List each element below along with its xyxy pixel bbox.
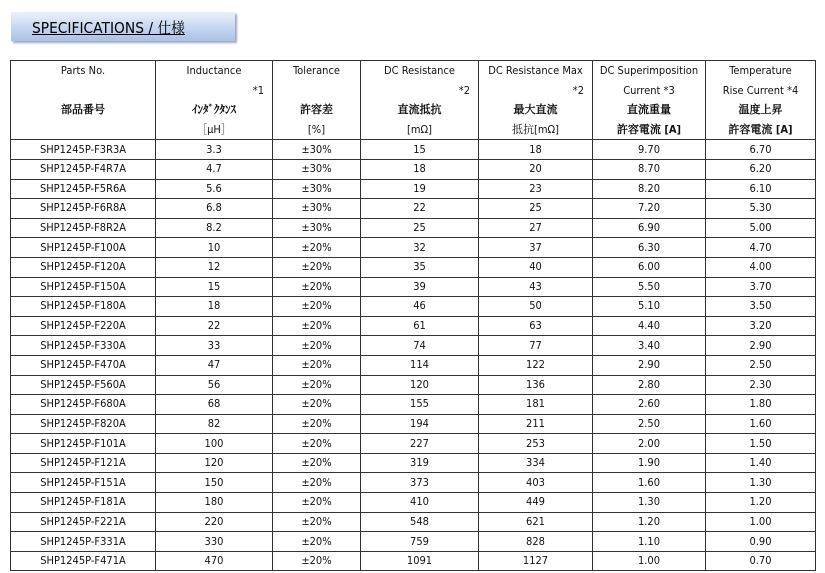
dc-resistance-max-cell: 253 [479,434,593,454]
table-row [11,375,816,395]
header-row-1 [11,61,816,81]
temperature-rise-current-cell: 3.20 [706,316,816,336]
part-number-cell: SHP1245P-F120A [11,257,156,277]
dc-resistance-max-cell: 43 [479,277,593,297]
superimposition-current-cell: 2.50 [593,414,706,434]
table-row [11,159,816,179]
tolerance-cell: ±20% [273,551,361,571]
header-cell-jp: 直流抵抗 [361,100,479,120]
table-row [11,257,816,277]
tolerance-cell: ±30% [273,179,361,199]
table-row [11,551,816,571]
header-cell-jp: 部品番号 [11,100,156,120]
header-row-2 [11,81,816,101]
superimposition-current-cell: 6.30 [593,238,706,258]
dc-resistance-max-cell: 211 [479,414,593,434]
header-cell: Temperature [706,61,816,81]
table-row [11,453,816,473]
dc-resistance-max-cell: 50 [479,297,593,317]
temperature-rise-current-cell: 1.00 [706,512,816,532]
table-row [11,434,816,454]
dc-resistance-cell: 25 [361,218,479,238]
tolerance-cell: ±20% [273,414,361,434]
header-cell-unit: ［μH］ [156,120,273,140]
temperature-rise-current-cell: 0.90 [706,532,816,552]
dc-resistance-cell: 22 [361,199,479,219]
header-row-3 [11,100,816,120]
temperature-rise-current-cell: 3.50 [706,297,816,317]
header-cell-unit: 抵抗[mΩ] [479,120,593,140]
superimposition-current-cell: 1.20 [593,512,706,532]
part-number-cell: SHP1245P-F470A [11,355,156,375]
superimposition-current-cell: 4.40 [593,316,706,336]
superimposition-current-cell: 1.30 [593,493,706,513]
tolerance-cell: ±20% [273,395,361,415]
superimposition-current-cell: 2.00 [593,434,706,454]
part-number-cell: SHP1245P-F331A [11,532,156,552]
part-number-cell: SHP1245P-F5R6A [11,179,156,199]
part-number-cell: SHP1245P-F820A [11,414,156,434]
inductance-cell: 12 [156,257,273,277]
inductance-cell: 56 [156,375,273,395]
dc-resistance-cell: 410 [361,493,479,513]
superimposition-current-cell: 1.60 [593,473,706,493]
tolerance-cell: ±20% [273,355,361,375]
inductance-cell: 10 [156,238,273,258]
dc-resistance-max-cell: 122 [479,355,593,375]
superimposition-current-cell: 2.80 [593,375,706,395]
temperature-rise-current-cell: 1.40 [706,453,816,473]
section-title-box [11,12,235,41]
inductance-cell: 22 [156,316,273,336]
tolerance-cell: ±30% [273,218,361,238]
part-number-cell: SHP1245P-F101A [11,434,156,454]
table-row [11,512,816,532]
inductance-cell: 8.2 [156,218,273,238]
header-note-cell: *1 [156,81,273,101]
header-cell-jp: 温度上昇 [706,100,816,120]
table-row [11,355,816,375]
dc-resistance-cell: 15 [361,140,479,160]
tolerance-cell: ±20% [273,316,361,336]
dc-resistance-max-cell: 136 [479,375,593,395]
temperature-rise-current-cell: 4.70 [706,238,816,258]
tolerance-cell: ±30% [273,140,361,160]
superimposition-current-cell: 7.20 [593,199,706,219]
dc-resistance-max-cell: 403 [479,473,593,493]
dc-resistance-cell: 548 [361,512,479,532]
header-cell: Current *3 [593,81,706,101]
inductance-cell: 18 [156,297,273,317]
header-cell: Parts No. [11,61,156,81]
header-cell: Tolerance [273,61,361,81]
temperature-rise-current-cell: 2.90 [706,336,816,356]
header-cell-jp: 許容差 [273,100,361,120]
superimposition-current-cell: 1.10 [593,532,706,552]
inductance-cell: 68 [156,395,273,415]
table-row [11,297,816,317]
dc-resistance-cell: 74 [361,336,479,356]
temperature-rise-current-cell: 2.50 [706,355,816,375]
temperature-rise-current-cell: 5.00 [706,218,816,238]
dc-resistance-max-cell: 37 [479,238,593,258]
temperature-rise-current-cell: 6.70 [706,140,816,160]
part-number-cell: SHP1245P-F151A [11,473,156,493]
dc-resistance-max-cell: 20 [479,159,593,179]
table-row [11,140,816,160]
inductance-cell: 4.7 [156,159,273,179]
part-number-cell: SHP1245P-F181A [11,493,156,513]
superimposition-current-cell: 1.90 [593,453,706,473]
table-row [11,277,816,297]
part-number-cell: SHP1245P-F180A [11,297,156,317]
dc-resistance-cell: 46 [361,297,479,317]
page-title: SPECIFICATIONS / 仕様 [32,19,185,37]
inductance-cell: 220 [156,512,273,532]
header-cell: DC Superimposition [593,61,706,81]
header-cell [11,81,156,101]
inductance-cell: 150 [156,473,273,493]
superimposition-current-cell: 1.00 [593,551,706,571]
dc-resistance-cell: 319 [361,453,479,473]
table-row [11,336,816,356]
temperature-rise-current-cell: 2.30 [706,375,816,395]
header-cell-unit: [%] [273,120,361,140]
header-cell: DC Resistance [361,61,479,81]
superimposition-current-cell: 2.60 [593,395,706,415]
header-cell-jp: 最大直流 [479,100,593,120]
tolerance-cell: ±20% [273,297,361,317]
header-cell-jp: 直流重量 [593,100,706,120]
temperature-rise-current-cell: 6.10 [706,179,816,199]
superimposition-current-cell: 5.50 [593,277,706,297]
tolerance-cell: ±30% [273,199,361,219]
dc-resistance-cell: 227 [361,434,479,454]
dc-resistance-cell: 120 [361,375,479,395]
dc-resistance-max-cell: 77 [479,336,593,356]
tolerance-cell: ±20% [273,453,361,473]
table-row [11,238,816,258]
inductance-cell: 100 [156,434,273,454]
dc-resistance-max-cell: 449 [479,493,593,513]
inductance-cell: 3.3 [156,140,273,160]
part-number-cell: SHP1245P-F330A [11,336,156,356]
tolerance-cell: ±20% [273,512,361,532]
part-number-cell: SHP1245P-F220A [11,316,156,336]
superimposition-current-cell: 3.40 [593,336,706,356]
header-cell [273,81,361,101]
specifications-table [10,60,816,571]
temperature-rise-current-cell: 1.20 [706,493,816,513]
part-number-cell: SHP1245P-F680A [11,395,156,415]
header-row-4 [11,120,816,140]
inductance-cell: 5.6 [156,179,273,199]
dc-resistance-cell: 759 [361,532,479,552]
inductance-cell: 180 [156,493,273,513]
temperature-rise-current-cell: 3.70 [706,277,816,297]
dc-resistance-cell: 373 [361,473,479,493]
part-number-cell: SHP1245P-F560A [11,375,156,395]
header-cell-unit: [mΩ] [361,120,479,140]
dc-resistance-cell: 155 [361,395,479,415]
tolerance-cell: ±20% [273,375,361,395]
dc-resistance-max-cell: 27 [479,218,593,238]
header-cell-jp: ｲﾝﾀﾞｸﾀﾝｽ [156,100,273,120]
superimposition-current-cell: 6.90 [593,218,706,238]
tolerance-cell: ±20% [273,257,361,277]
table-row [11,316,816,336]
tolerance-cell: ±20% [273,336,361,356]
dc-resistance-max-cell: 40 [479,257,593,277]
inductance-cell: 47 [156,355,273,375]
temperature-rise-current-cell: 1.60 [706,414,816,434]
header-cell-unit: 許容電流 [A] [706,120,816,140]
dc-resistance-cell: 39 [361,277,479,297]
table-row [11,395,816,415]
table-row [11,414,816,434]
table-row [11,179,816,199]
superimposition-current-cell: 5.10 [593,297,706,317]
tolerance-cell: ±20% [273,238,361,258]
temperature-rise-current-cell: 1.80 [706,395,816,415]
header-note-cell: *2 [479,81,593,101]
dc-resistance-max-cell: 18 [479,140,593,160]
dc-resistance-cell: 194 [361,414,479,434]
superimposition-current-cell: 9.70 [593,140,706,160]
header-note-cell: *2 [361,81,479,101]
table-row [11,473,816,493]
inductance-cell: 470 [156,551,273,571]
table-row [11,532,816,552]
dc-resistance-max-cell: 63 [479,316,593,336]
header-cell-unit [11,120,156,140]
table-row [11,199,816,219]
temperature-rise-current-cell: 1.50 [706,434,816,454]
header-cell: Inductance [156,61,273,81]
inductance-cell: 6.8 [156,199,273,219]
header-cell-unit: 許容電流 [A] [593,120,706,140]
part-number-cell: SHP1245P-F8R2A [11,218,156,238]
dc-resistance-cell: 35 [361,257,479,277]
dc-resistance-cell: 1091 [361,551,479,571]
part-number-cell: SHP1245P-F6R8A [11,199,156,219]
tolerance-cell: ±20% [273,493,361,513]
inductance-cell: 120 [156,453,273,473]
inductance-cell: 330 [156,532,273,552]
dc-resistance-cell: 18 [361,159,479,179]
table-row [11,493,816,513]
dc-resistance-max-cell: 1127 [479,551,593,571]
superimposition-current-cell: 8.70 [593,159,706,179]
inductance-cell: 15 [156,277,273,297]
superimposition-current-cell: 6.00 [593,257,706,277]
header-cell: Rise Current *4 [706,81,816,101]
dc-resistance-max-cell: 828 [479,532,593,552]
part-number-cell: SHP1245P-F471A [11,551,156,571]
tolerance-cell: ±20% [273,473,361,493]
header-cell: DC Resistance Max [479,61,593,81]
part-number-cell: SHP1245P-F150A [11,277,156,297]
dc-resistance-cell: 114 [361,355,479,375]
tolerance-cell: ±20% [273,532,361,552]
part-number-cell: SHP1245P-F4R7A [11,159,156,179]
temperature-rise-current-cell: 1.30 [706,473,816,493]
table-row [11,218,816,238]
dc-resistance-cell: 61 [361,316,479,336]
tolerance-cell: ±20% [273,434,361,454]
superimposition-current-cell: 2.90 [593,355,706,375]
tolerance-cell: ±30% [273,159,361,179]
temperature-rise-current-cell: 6.20 [706,159,816,179]
dc-resistance-cell: 19 [361,179,479,199]
temperature-rise-current-cell: 0.70 [706,551,816,571]
part-number-cell: SHP1245P-F121A [11,453,156,473]
dc-resistance-max-cell: 621 [479,512,593,532]
temperature-rise-current-cell: 5.30 [706,199,816,219]
part-number-cell: SHP1245P-F3R3A [11,140,156,160]
part-number-cell: SHP1245P-F221A [11,512,156,532]
inductance-cell: 82 [156,414,273,434]
dc-resistance-max-cell: 23 [479,179,593,199]
inductance-cell: 33 [156,336,273,356]
dc-resistance-cell: 32 [361,238,479,258]
dc-resistance-max-cell: 334 [479,453,593,473]
tolerance-cell: ±20% [273,277,361,297]
superimposition-current-cell: 8.20 [593,179,706,199]
dc-resistance-max-cell: 181 [479,395,593,415]
dc-resistance-max-cell: 25 [479,199,593,219]
temperature-rise-current-cell: 4.00 [706,257,816,277]
part-number-cell: SHP1245P-F100A [11,238,156,258]
